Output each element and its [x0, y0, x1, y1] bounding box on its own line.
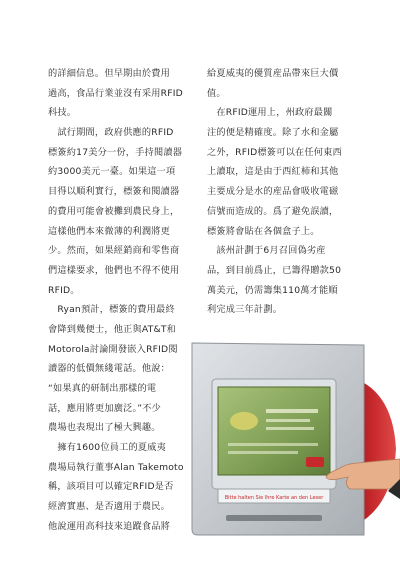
left-column-line: 這樣他們本來微薄的利潤將更: [48, 225, 171, 237]
right-column-line: 標簽將會貼在各個盒子上。: [207, 225, 320, 237]
right-column-line: 注的便是精確度。除了水和金屬: [207, 127, 339, 139]
right-column-line: 在RFID運用上，州政府最關: [207, 107, 333, 119]
kiosk-screen-logo: [230, 412, 258, 430]
left-column-line: 讀器的低價無綫電話。他說：: [48, 363, 171, 375]
left-column-line: 會降到幾便士，他正與AT&T和: [48, 323, 177, 335]
left-column-line: 目得以順利實行，標簽和閱讀器: [48, 186, 180, 198]
left-column-line: 標簽約17美分一份，手持閱讀器: [48, 146, 183, 158]
left-column-line: RFID。: [48, 284, 80, 296]
left-column-line: 農場也表現出了極大興趣。: [48, 422, 161, 434]
article-column-left: [48, 64, 198, 537]
right-column-line: 利完成三年計劃。: [207, 304, 283, 316]
right-column-line: 信號而造成的。爲了避免誤讀，: [207, 205, 339, 217]
left-column-line: 少。然而，如果經銷商和零售商: [48, 245, 180, 257]
kiosk-caption: Bitte halten Sie Ihre Karte an den Leser: [224, 495, 324, 501]
left-column-line: 約3000美元一臺。如果這一項: [48, 166, 176, 178]
left-column-line: 的詳細信息。但早期由於費用: [48, 68, 171, 79]
right-column-line: 品，到目前爲止，已籌得贈款50: [207, 264, 342, 276]
left-column-line: 科技。: [48, 107, 77, 119]
left-column-line: “如果真的研制出那樣的電: [48, 383, 157, 394]
left-column-line: 過高，食品行業並沒有采用RFID: [48, 87, 183, 99]
right-column-line: 給夏威夷的優質産品帶來巨大價: [207, 68, 339, 79]
left-column-line: 他說運用高科技來追蹤食品將: [48, 520, 171, 532]
kiosk-card-slot: [226, 515, 322, 521]
left-column-line: 農場局執行董事Alan Takemoto: [48, 461, 184, 473]
kiosk-illustration: [188, 339, 400, 539]
left-column-line: Ryan預計，標簽的費用最終: [48, 304, 175, 316]
left-column-line: 經濟實惠、是否適用于農民。: [48, 501, 171, 513]
left-column-line: 稱，該項目可以確定RFID是否: [48, 481, 174, 493]
left-column-line: 話，應用將更加廣泛。”不少: [48, 402, 162, 414]
right-column-line: 該州計劃于6月召回偽劣産: [207, 245, 326, 257]
left-column-line: Motorola討論開發嵌入RFID閱: [48, 343, 178, 355]
left-column-line: 擁有1600位員工的夏威夷: [48, 442, 167, 454]
right-column-line: 主要成分是水的産品會吸收電磁: [207, 186, 339, 198]
kiosk-screen-button: [306, 457, 324, 467]
kiosk-photo: [188, 339, 400, 539]
right-column-line: 上讀取，這是由于西紅柿和其他: [207, 166, 339, 178]
left-column-line: 試行期間，政府供應的RFID: [48, 127, 174, 139]
right-column-line: 之外，RFID標簽可以在任何東西: [207, 146, 342, 158]
article-column-right: [207, 64, 357, 320]
left-column-line: 們這樣要求，他們也不得不使用: [48, 264, 180, 276]
right-column-line: 值。: [207, 87, 226, 99]
right-column-line: 萬美元，仍需籌集110萬才能順: [207, 284, 338, 296]
left-column-line: 的費用可能會被攤到農民身上，: [48, 205, 180, 217]
